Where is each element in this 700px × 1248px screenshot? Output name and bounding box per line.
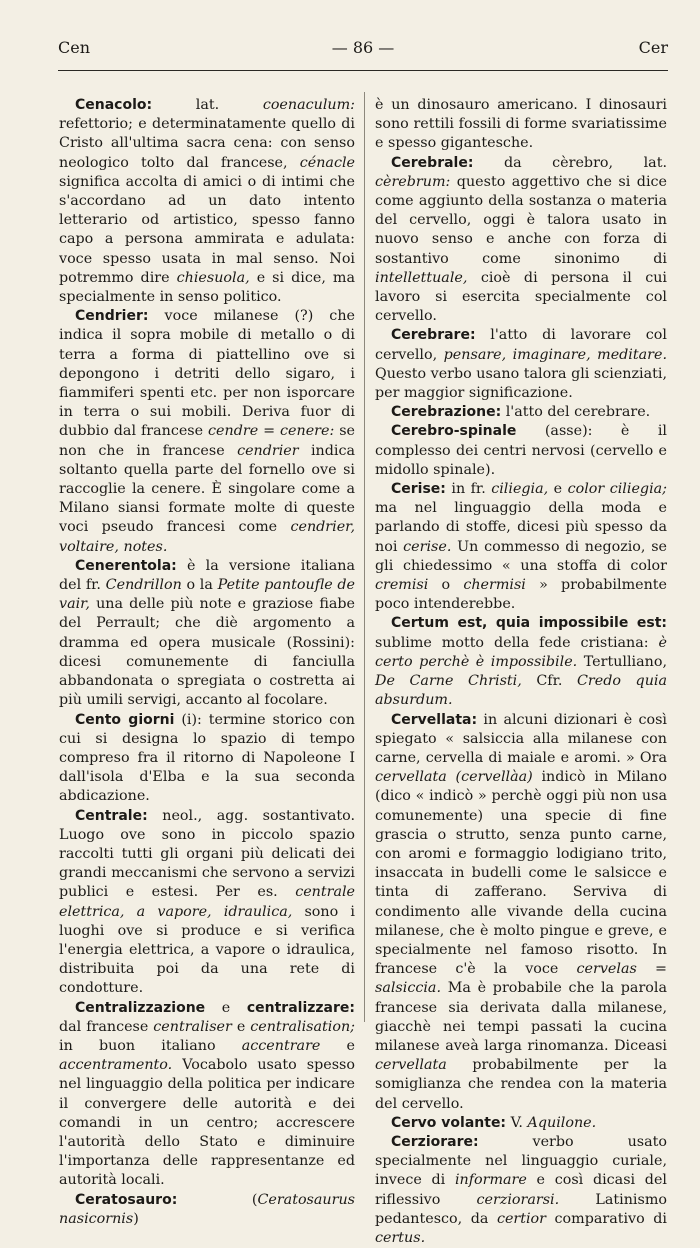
dictionary-entry bbox=[59, 999, 355, 1191]
dictionary-entry bbox=[375, 614, 667, 710]
italic-term: cenere: bbox=[280, 423, 335, 440]
italic-term: cendrier bbox=[237, 442, 299, 459]
entry-text: in fr. bbox=[445, 481, 492, 498]
italic-term: salsiccia. bbox=[375, 980, 441, 997]
italic-term: De Carne Christi, bbox=[375, 673, 522, 690]
italic-term: cèrebrum: bbox=[375, 173, 451, 190]
entry-headword: Centralizzazione bbox=[75, 999, 206, 1016]
entry-text: sublime motto della fede cristiana: bbox=[375, 634, 659, 651]
header-right-guideword: Cer bbox=[638, 38, 668, 57]
entry-text: dal francese bbox=[59, 1018, 154, 1035]
italic-term: Aquilone. bbox=[527, 1114, 597, 1131]
entry-text: e bbox=[231, 1018, 251, 1035]
entry-text: Latinismo pedantesco, da bbox=[375, 1191, 667, 1227]
entry-text: refettorio; e determinatamente quello di Cristo all'ultima sacra cena: con senso neologico tolto dal francese, bbox=[59, 116, 355, 171]
dictionary-entry bbox=[375, 154, 667, 327]
entry-text: una delle più note e graziose fiabe del Perrault; che diè argomento a dramma ed opera musicale (Rossini): dicesi comunemente di fanciulla abbandonata o spregiata o costretta ai più umili servigi, accanto al focolare. bbox=[59, 596, 355, 709]
dictionary-entry bbox=[59, 96, 355, 307]
entry-text: Questo verbo usano talora gli scienziati, per maggior significazione. bbox=[375, 365, 667, 402]
dictionary-entry bbox=[59, 557, 355, 711]
entry-text: lat. bbox=[152, 97, 263, 113]
entry-text: (asse): è il complesso dei centri nervosi (cervello e midollo spinale). bbox=[375, 423, 667, 478]
italic-term: cendrier, voltaire, notes. bbox=[59, 519, 355, 555]
entry-headword: Cerziorare: bbox=[391, 1133, 479, 1150]
entry-text: e si dice, ma specialmente in senso politico. bbox=[59, 269, 355, 306]
dictionary-entry bbox=[59, 711, 355, 807]
entry-headword: Cenacolo: bbox=[75, 97, 153, 113]
entry-text: in alcuni dizionari è così spiegato « salsiccia alla milanese con carne, cervella di maiale e aromi. » Ora bbox=[375, 711, 667, 766]
entry-text: sono i luoghi ove si produce e si verifica l'energia elettrica, a vapore o idraulica, distribuita poi da una rete di condotture. bbox=[59, 903, 355, 997]
italic-term: cervelas bbox=[576, 961, 637, 978]
entry-text: ( bbox=[177, 1191, 258, 1208]
entry-headword: Cervo volante: bbox=[391, 1114, 507, 1131]
italic-term: cénacle bbox=[299, 154, 355, 171]
dictionary-entry bbox=[375, 480, 667, 614]
entry-text: l'atto di lavorare col cervello, bbox=[375, 327, 667, 363]
header-left-guideword: Cen bbox=[58, 38, 91, 57]
italic-term: certus. bbox=[375, 1229, 426, 1246]
italic-term: certior bbox=[496, 1210, 546, 1227]
entry-text: Ma è probabile che la parola francese sia derivata dalla milanese, giacchè nei tempi passati la cucina milanese aveà larga rinomanza. Diceasi bbox=[375, 980, 667, 1054]
italic-term: informare bbox=[454, 1172, 527, 1189]
entry-text: da cèrebro, lat. bbox=[473, 154, 667, 171]
italic-term: accentramento. bbox=[59, 1057, 173, 1074]
italic-term: Cendrillon bbox=[105, 577, 182, 594]
entry-headword: Cendrier: bbox=[75, 308, 149, 325]
italic-term: intellettuale, bbox=[375, 269, 468, 286]
italic-term: pensare, imaginare, meditare. bbox=[443, 346, 667, 363]
italic-term: cervellata (cervellàa) bbox=[375, 769, 533, 786]
entry-headword: Cervellata: bbox=[391, 711, 478, 728]
entry-text: Cfr. bbox=[521, 673, 577, 690]
entry-text: Un commesso di negozio, se gli chiedessimo « una stoffa di color bbox=[375, 538, 667, 574]
entry-headword: Ceratosauro: bbox=[75, 1191, 178, 1208]
entry-text: Tertulliano, bbox=[577, 653, 668, 670]
italic-term: Petite pantoufle de vair, bbox=[59, 577, 355, 613]
entry-headword: Cento giorni bbox=[75, 711, 175, 728]
italic-term: centrale elettrica, a vapore, idraulica, bbox=[59, 884, 355, 920]
entry-text: è la versione italiana del fr. bbox=[59, 557, 355, 594]
entry-text: (i): termine storico con cui si designa lo spazio di tempo compreso fra il ritorno di Napoleone I dall'isola d'Elba e la sua seconda abdicazione. bbox=[59, 711, 355, 805]
dictionary-entry bbox=[59, 1191, 355, 1229]
entry-text: V. bbox=[506, 1114, 528, 1131]
column-divider bbox=[364, 92, 365, 1022]
entry-text: o bbox=[428, 577, 464, 594]
page-number: — 86 — bbox=[331, 38, 395, 57]
entry-text: e bbox=[320, 1037, 355, 1054]
entry-headword: Cerebro-spinale bbox=[391, 423, 517, 440]
entry-text: l'atto del cerebrare. bbox=[501, 404, 651, 421]
entry-text: neol., agg. sostantivato. Luogo ove sono in piccolo spazio raccolti tutti gli organi più delicati dei grandi meccanismi che servono a servizi publici e estesi. Per es. bbox=[59, 807, 355, 901]
entry-text: o la bbox=[181, 577, 218, 594]
italic-term: cerziorarsi. bbox=[476, 1191, 560, 1208]
entry-text: = bbox=[258, 423, 281, 440]
right-column bbox=[375, 96, 667, 1248]
entry-text: » probabilmente poco intenderebbe. bbox=[375, 577, 667, 613]
entry-text: e bbox=[205, 999, 247, 1016]
entry-headword: Centrale: bbox=[75, 807, 148, 824]
header-rule bbox=[58, 70, 668, 71]
left-column bbox=[59, 96, 355, 1229]
entry-text: indicò in Milano (dico « indicò » perchè oggi più non usa comunemente) una specie di fine grascia o strutto, senza punto carne, con aromi e formaggio lodigiano trito, insaccata in budelli come le salsicce e tinta di zafferano. Serviva di condimento alle vivande della cucina milanese, che è molto pingue e greve, e specialmente nel famoso risotto. In francese c'è la voce bbox=[375, 769, 667, 978]
entry-text: Vocabolo usato spesso nel linguaggio della politica per indicare il convergere delle autorità e dei comandi in un centro; accrescere l'autorità dello Stato e diminuire l'importanza delle rappresentanze ed autorità locali. bbox=[59, 1057, 355, 1189]
entry-headword: Cerebrare: bbox=[391, 327, 476, 344]
italic-term: cerise. bbox=[403, 538, 452, 555]
dictionary-entry bbox=[59, 807, 355, 999]
dictionary-entry bbox=[375, 711, 667, 1114]
entry-text: e bbox=[548, 481, 568, 498]
dictionary-entry bbox=[375, 422, 667, 480]
entry-headword: Cerise: bbox=[391, 481, 446, 498]
italic-term: Ceratosaurus nasicornis bbox=[59, 1191, 355, 1227]
dictionary-entry bbox=[375, 326, 667, 403]
italic-term: Credo quia absurdum. bbox=[375, 673, 668, 709]
italic-term: chiesuola, bbox=[176, 269, 250, 286]
entry-text: comparativo di bbox=[546, 1210, 667, 1227]
dictionary-entry bbox=[375, 96, 667, 154]
entry-text: verbo usato specialmente nel linguaggio curiale, invece di bbox=[375, 1133, 667, 1189]
italic-term: cendre bbox=[208, 423, 259, 440]
italic-term: centralisation; bbox=[250, 1018, 355, 1035]
italic-term: cremisi bbox=[375, 577, 429, 594]
dictionary-entry bbox=[59, 307, 355, 557]
italic-term: color ciliegia; bbox=[567, 481, 667, 498]
italic-term: chermisi bbox=[463, 577, 526, 594]
entry-headword: Cerebrazione: bbox=[391, 404, 502, 421]
entry-text: probabilmente per la somiglianza che rendea con la materia del cervello. bbox=[375, 1057, 667, 1112]
dictionary-entry bbox=[375, 1133, 667, 1248]
entry-headword: Cenerentola: bbox=[75, 557, 177, 574]
entry-text: = bbox=[636, 961, 667, 978]
entry-text: questo aggettivo che si dice come aggiunto della sostanza o materia del cervello, oggi è talora usato in nuovo senso e anche con forza di sostantivo come sinonimo di bbox=[375, 173, 667, 267]
entry-headword: Certum est, quia impossibile est: bbox=[391, 615, 667, 632]
italic-term: accentrare bbox=[241, 1037, 321, 1054]
dictionary-entry bbox=[375, 403, 667, 422]
entry-text: è un dinosauro americano. I dinosauri sono rettili fossili di forme svariatissime e spesso gigantesche. bbox=[375, 97, 667, 152]
entry-text: in buon italiano bbox=[59, 1037, 242, 1054]
entry-text: indica soltanto quella parte del fornello ove si raccoglie la cenere. È singolare come a Milano siansi formate molte di queste voci pseudo francesi come bbox=[59, 442, 355, 536]
entry-text: ) bbox=[133, 1210, 139, 1227]
entry-text: e così dicasi del riflessivo bbox=[375, 1172, 667, 1208]
italic-term: è certo perchè è impossibile. bbox=[375, 634, 667, 670]
entry-text: ma nel linguaggio della moda e parlando di stoffe, dicesi più spesso da noi bbox=[375, 500, 667, 555]
dictionary-entry bbox=[375, 1114, 667, 1133]
entry-text: voce milanese (?) che indica il sopra mobile di metallo o di terra a forma di piattellino ove si depongono i detriti dello sigaro, i fiammiferi spenti etc. per non isporcare in terra o sui mobili. Deriva fuor di dubbio dal francese bbox=[59, 308, 355, 440]
entry-text: significa accolta di amici o di intimi che s'accordano ad un dato intento letterario od artistico, spesso fanno capo a persona ammirata e adulata: voce spesso usata in mal senso. Noi potremmo dire bbox=[59, 173, 355, 286]
entry-text: cioè di persona il cui lavoro si esercita specialmente col cervello. bbox=[375, 269, 667, 325]
entry-headword: Cerebrale: bbox=[391, 154, 474, 171]
italic-term: coenaculum: bbox=[262, 97, 355, 113]
entry-headword: centralizzare: bbox=[246, 999, 355, 1016]
running-header bbox=[58, 38, 668, 68]
entry-text: se non che in francese bbox=[59, 423, 355, 459]
italic-term: ciliegia, bbox=[491, 481, 549, 498]
italic-term: centraliser bbox=[153, 1018, 232, 1035]
italic-term: cervellata bbox=[375, 1057, 447, 1074]
